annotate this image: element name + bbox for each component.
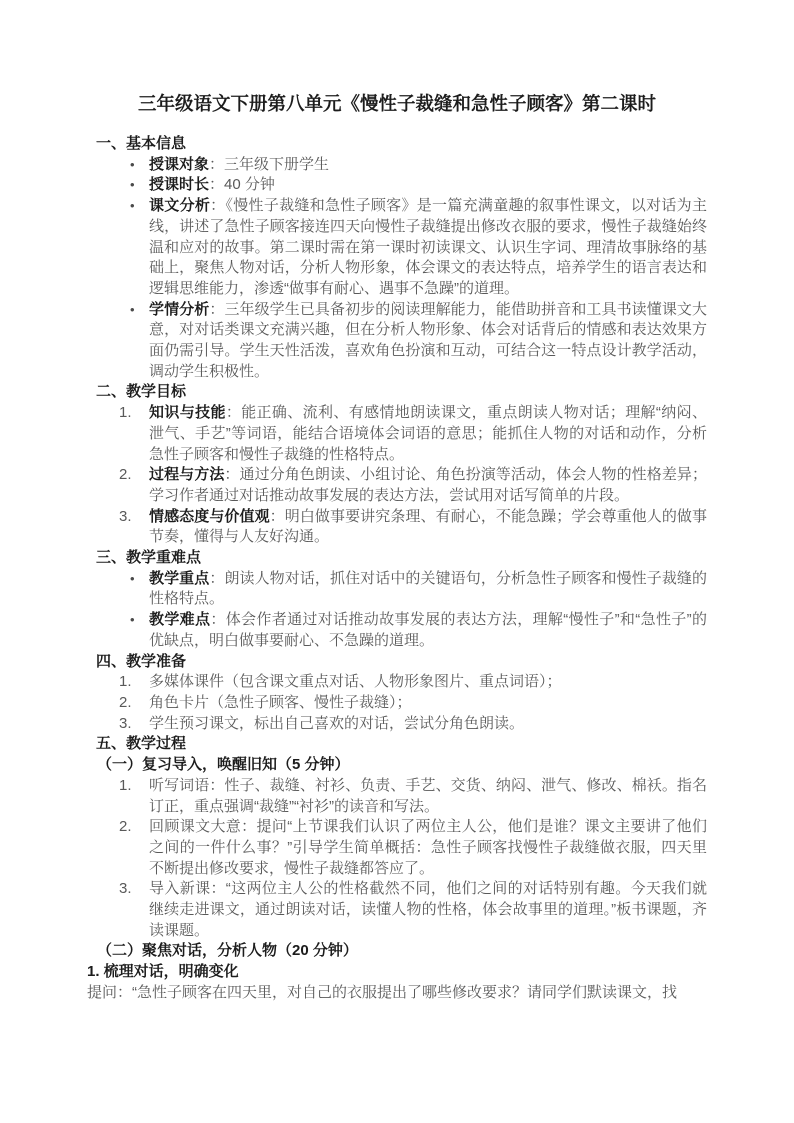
item-label: 学情分析 <box>149 300 210 318</box>
list-number: 1. <box>119 776 132 794</box>
item-label: 课文分析 <box>149 197 211 215</box>
bullet-icon: • <box>130 612 135 628</box>
sub-section-heading: （一）复习导入，唤醒旧知（5 分钟） <box>97 756 350 774</box>
sub-section-heading: （二）聚焦对话，分析人物（20 分钟） <box>97 942 358 960</box>
section-heading: 一、基本信息 <box>96 135 187 152</box>
item-label: 情感态度与价值观 <box>149 507 270 525</box>
item-text: 通过分角色朗读、小组讨论、角色扮演等活动，体会人物的性格差异；学习作者通过对话推动故事发展的表达方法，尝试用对话写简单的片段。 <box>149 466 707 504</box>
numbered-list-item <box>87 693 707 714</box>
item-separator: ： <box>210 197 226 215</box>
numbered-list-item <box>87 776 707 817</box>
paragraph: 提问：“急性子顾客在四天里，对自己的衣服提出了哪些修改要求？请同学们默读课文，找 <box>87 983 677 1001</box>
item-label: 教学重点 <box>149 569 210 587</box>
bullet-icon: • <box>130 177 135 193</box>
item-separator: ： <box>209 155 225 173</box>
section-heading: 四、教学准备 <box>96 652 187 670</box>
bullet-icon: • <box>130 198 135 214</box>
item-text: 能正确、流利、有感情地朗读课文，重点朗读人物对话；理解“纳闷、泄气、手艺”等词语，能结合语境体会词语的意思；能抓住人物的对话和动作，分析急性子顾客和慢性子裁缝的性格特点。 <box>149 404 707 463</box>
bullet-list-item <box>87 569 707 610</box>
item-text: 导入新课：“这两位主人公的性格截然不同，他们之间的对话特别有趣。今天我们就继续走进课文，通过朗读对话，读懂人物的性格，体会故事里的道理。”板书课题，齐读课题。 <box>149 880 707 939</box>
numbered-list-item <box>87 817 707 879</box>
item-text: 朗读人物对话，抓住对话中的关键语句，分析急性子顾客和慢性子裁缝的性格特点。 <box>149 569 707 608</box>
item-text: 回顾课文大意：提问“上节课我们认识了两位主人公，他们是谁？课文主要讲了他们之间的一件什么事？”引导学生简单概括：急性子顾客找慢性子裁缝做衣服，四天里不断提出修改要求，慢性子裁缝都答应了。 <box>149 818 707 877</box>
document-body <box>87 134 707 1004</box>
bullet-list-item <box>87 610 707 651</box>
section-heading: 三、教学重难点 <box>96 549 202 567</box>
item-text: 多媒体课件（包含课文重点对话、人物形象图片、重点词语）； <box>149 673 562 691</box>
list-number: 3. <box>119 880 132 898</box>
item-label: 过程与方法 <box>149 466 225 484</box>
list-number: 3. <box>119 714 132 732</box>
section-heading: 五、教学过程 <box>96 735 187 753</box>
bullet-icon: • <box>130 570 135 586</box>
item-separator: ： <box>225 404 242 422</box>
list-number: 2. <box>119 693 132 711</box>
numbered-list-item <box>87 672 707 693</box>
bullet-list-item <box>87 300 707 383</box>
list-number: 1. <box>119 673 132 691</box>
numbered-list-item <box>87 465 707 506</box>
numbered-list-item <box>87 714 707 735</box>
numbered-list-item <box>87 879 707 941</box>
section-heading: 二、教学目标 <box>96 383 187 401</box>
numbered-list-item <box>87 403 707 465</box>
item-separator: ： <box>224 466 240 484</box>
list-number: 2. <box>119 818 132 836</box>
list-number: 2. <box>119 466 132 484</box>
bullet-list-item <box>87 175 707 196</box>
item-label: 知识与技能 <box>149 404 226 422</box>
item-text: 学生预习课文，标出自己喜欢的对话，尝试分角色朗读。 <box>149 714 525 732</box>
item-text: 《慢性子裁缝和急性子顾客》是一篇充满童趣的叙事性课文，以对话为主线，讲述了急性子顾客接连四天向慢性子裁缝提出修改衣服的要求，慢性子裁缝始终温和应对的故事。第二课时需在第一课时初读课文、认识生字词、理清故事脉络的基础上，聚焦人物对话，分析人物形象，体会课文的表达特点，培养学生的语言表达和逻辑思维能力，渗透“做事有耐心、遇事不急躁”的道理。 <box>149 197 707 297</box>
item-separator: ： <box>209 300 225 318</box>
item-label: 授课时长 <box>149 176 210 194</box>
bullet-icon: • <box>130 156 135 172</box>
numbered-list-item <box>87 507 707 548</box>
item-separator: ： <box>210 611 226 629</box>
list-number: 3. <box>119 507 132 525</box>
document-title: 三年级语文下册第八单元《慢性子裁缝和急性子顾客》第二课时 <box>137 93 656 114</box>
bullet-list-item <box>87 196 707 300</box>
bullet-icon: • <box>130 301 135 317</box>
item-text: 明白做事要讲究条理、有耐心，不能急躁；学会尊重他人的做事节奏，懂得与人友好沟通。 <box>149 507 707 546</box>
item-text: 三年级学生已具备初步的阅读理解能力，能借助拼音和工具书读懂课文大意，对对话类课文充满兴趣，但在分析人物形象、体会对话背后的情感和表达效果方面仍需引导。学生天性活泼，喜欢角色扮演和互动，可结合这一特点设计教学活动，调动学生积极性。 <box>149 300 707 380</box>
item-text: 40 分钟 <box>224 176 275 194</box>
item-text: 听写词语：性子、裁缝、衬衫、负责、手艺、交货、纳闷、泄气、修改、棉袄。指名订正，重点强调“裁缝”“衬衫”的读音和写法。 <box>149 776 707 815</box>
bullet-list-item <box>87 155 707 176</box>
item-separator: ： <box>269 507 285 525</box>
item-label: 教学难点 <box>149 611 211 629</box>
item-label: 授课对象 <box>149 155 210 173</box>
sub-point-heading: 1. 梳理对话，明确变化 <box>87 963 239 981</box>
item-separator: ： <box>209 176 225 194</box>
item-text: 体会作者通过对话推动故事发展的表达方法，理解“慢性子”和“急性子”的优缺点，明白做事要耐心、不急躁的道理。 <box>149 611 707 649</box>
list-number: 1. <box>119 404 132 422</box>
item-text: 角色卡片（急性子顾客、慢性子裁缝）； <box>149 693 412 711</box>
item-text: 三年级下册学生 <box>224 155 330 173</box>
item-separator: ： <box>209 569 225 587</box>
